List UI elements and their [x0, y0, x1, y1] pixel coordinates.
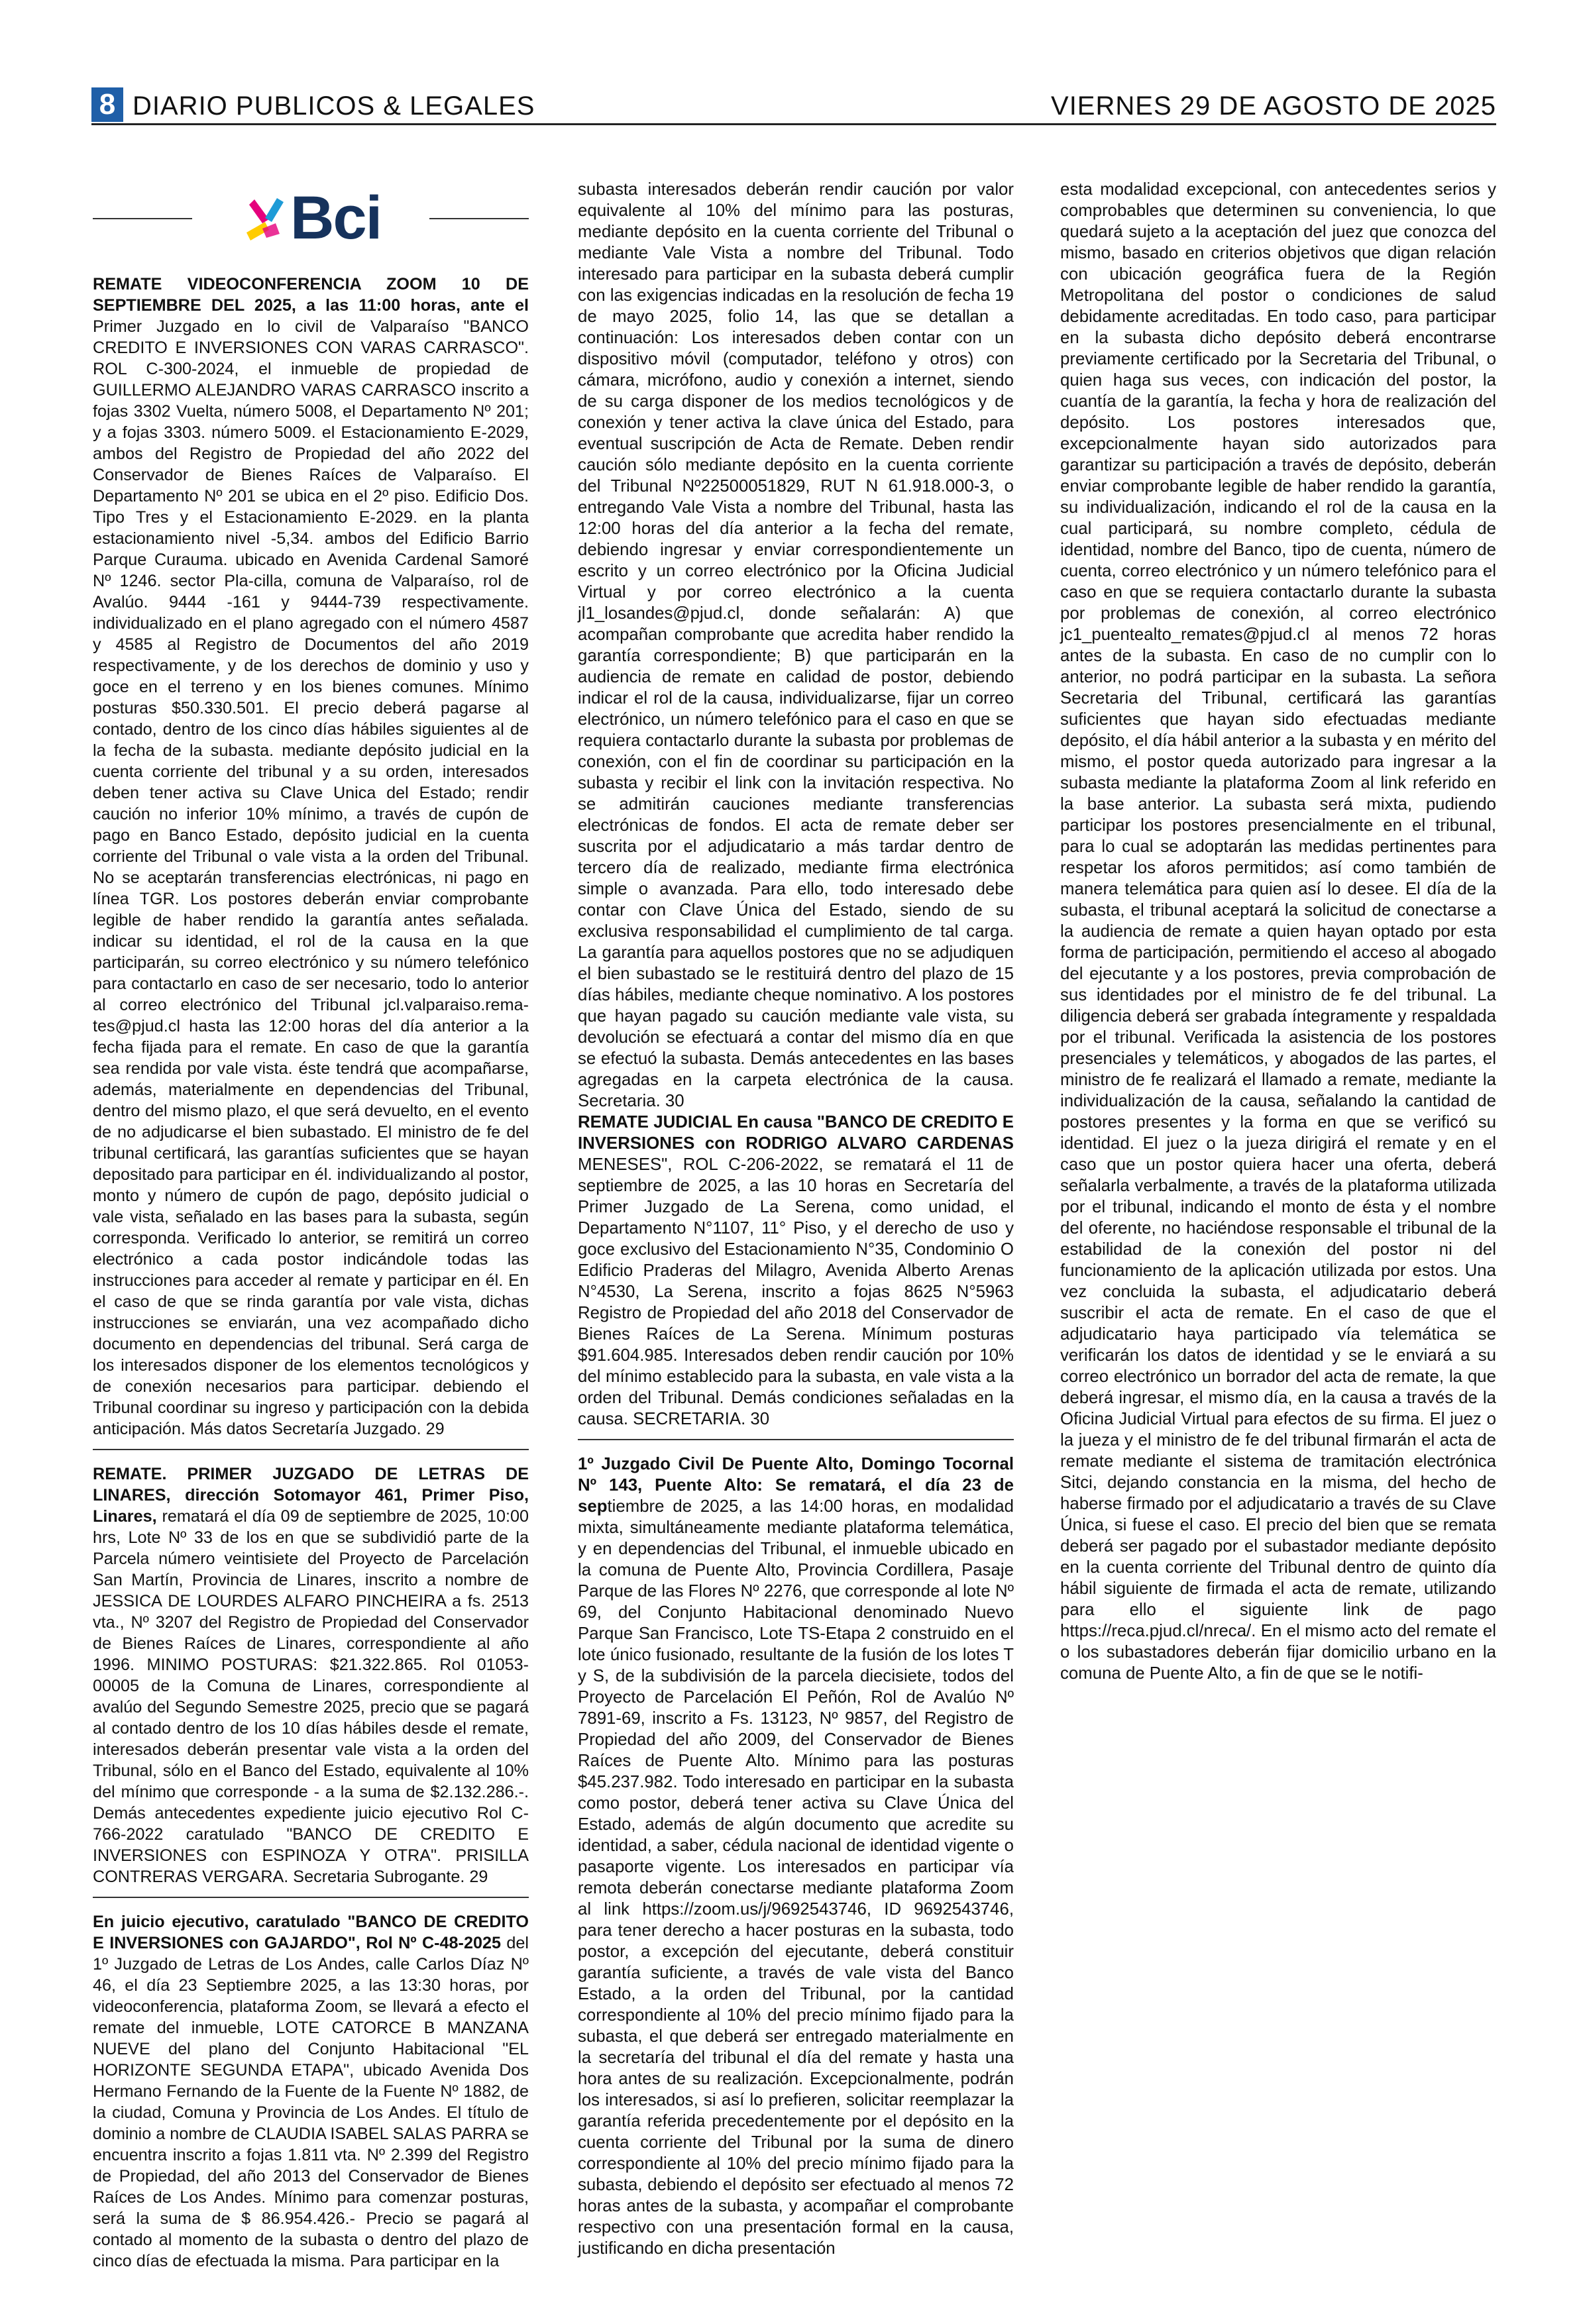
advertiser-logo-row — [93, 184, 529, 268]
notice-remate-valparaiso — [93, 274, 529, 1440]
column-3 — [1060, 179, 1496, 1684]
notice-body: del 1º Juzgado de Letras de Los Andes, calle Carlos Díaz Nº 46, el día 23 Septiembre 2025, a las 13:30 horas, por videoconferencia, plataforma Zoom, se llevará a efecto el remate del inmueble, LOTE CATORCE B MANZANA NUEVE del plano del Conjunto Habitacional "EL HORIZONTE SEGUNDA ETAPA", ubicado Avenida Dos Hermano Fernando de la Fuente de la Fuente Nº 1882, de la ciudad, Comuna y Provincia de Los Andes. El título de dominio a nombre de CLAUDIA ISABEL SALAS PARRA se encuentra inscrito a fojas 1.811 vta. Nº 2.399 del Registro de Propiedad, del año 2013 del Conservador de Bienes Raíces de Los Andes. Mínimo para comenzar posturas, será la suma de $ 86.954.426.- Precio se pagará al contado al momento de la subasta o dentro del plazo de cinco días de efectuada la misma. Para participar en la — [93, 1934, 529, 2270]
notice-lead: REMATE JUDICIAL En causa "BANCO DE CREDITO E INVERSIONES con RODRIGO ALVARO CARDENAS — [578, 1113, 1014, 1153]
notice-lead: En juicio ejecutivo, caratulado "BANCO DE CREDITO E INVERSIONES con GAJARDO", Rol Nº C-48-2025 — [93, 1913, 529, 1952]
notice-separator — [93, 1449, 529, 1450]
header-rule — [91, 123, 1496, 125]
notice-body: rematará el día 09 de septiembre de 2025, 10:00 hrs, Lote Nº 33 de los en que se subdividió parte de la Parcela número veintisiete del Proyecto de Parcelación San Martín, Provincia de Linares, inscrito a nombre de JESSICA DE LOURDES ALFARO PINCHEIRA a fs. 2513 vta., Nº 3207 del Registro de Propiedad del Conservador de Bienes Raíces de Linares, correspondiente al año 1996. MINIMO POSTURAS: $21.322.865. Rol 01053- 00005 de la Comuna de Linares, correspondiente al avalúo del Segundo Semestre 2025, precio que se pagará al contado dentro de los 10 días hábiles desde el remate, interesados deberán presentar vale vista a la orden del Tribunal, sólo en el Banco del Estado, equivalente al 10% del mínimo que corresponde - a la suma de $2.132.286.-. Demás antecedentes expediente juicio ejecutivo Rol C-766-2022 caratulado "BANCO DE CREDITO E INVERSIONES con ESPINOZA Y OTRA". PRISILLA CONTRERAS VERGARA. Secretaria Subrogante. 29 — [93, 1507, 529, 1886]
column-1 — [93, 184, 529, 2272]
page-header — [91, 85, 1496, 122]
notice-lead: REMATE. PRIMER JUZGADO DE LETRAS DE LINARES, dirección Sotomayor 461, Primer Piso, Linares, — [93, 1465, 529, 1526]
bci-logo — [243, 184, 388, 255]
notice-remate-la-serena — [578, 1112, 1014, 1430]
bci-logo-icon — [243, 195, 296, 248]
publication-title: DIARIO PUBLICOS & LEGALES — [133, 91, 535, 121]
notice-body: MENESES", ROL C-206-2022, se rematará el 11 de septiembre de 2025, a las 10 horas en Secretaría del Primer Juzgado de La Serena, como unidad, el Departamento N°1107, 11° Piso, y el derecho de uso y goce exclusivo del Estacionamiento N°35, Condominio O Edificio Praderas del Milagro, Avenida Alberto Arenas N°4530, La Serena, inscrito a fojas 8625 N°5963 Registro de Propiedad del año 2018 del Conservador de Bienes Raíces de La Serena. Mínimum posturas $91.604.985. Interesados deben rendir caución por 10% del mínimo establecido para la subasta, en vale vista a la orden del Tribunal. Demás condiciones señaladas en la causa. SECRETARIA. 30 — [578, 1155, 1014, 1428]
issue-date: VIERNES 29 DE AGOSTO DE 2025 — [1051, 91, 1496, 121]
notice-remate-puente-alto — [578, 1453, 1014, 2259]
notice-remate-los-andes — [93, 1911, 529, 2272]
notice-remate-puente-alto-continued: esta modalidad excepcional, con antecedentes serios y comprobables que determinen su conveniencia, lo que quedará sujeto a la aceptación del juez que conozca del mismo, basado en criterios objetivos que digan relación con ubicación geográfica fuera de la Región Metropolitana del postor o condiciones de salud debidamente acreditadas. En todo caso, para participar en la subasta dicho depósito deberá encontrarse previamente certificado por la Secretaria del Tribunal, o quien haga sus veces, con indicación del postor, la cuantía de la garantía, la fecha y hora de realización del depósito. Los postores interesados que, excepcionalmente hayan sido autorizados para garantizar su participación a través de depósito, deberán enviar comprobante legible de haber rendido la garantía, su individualización, indicando el rol de la causa en la cual participará, su nombre completo, cédula de identidad, nombre del Banco, tipo de cuenta, número de cuenta, correo electrónico y un número telefónico para el caso en que se requiera contactarlo durante la subasta por problemas de conexión, al correo electrónico jc1_puentealto_remates@pjud.cl al menos 72 horas antes de la subasta. En caso de no cumplir con lo anterior, no podrá participar en la subasta. La señora Secretaria del Tribunal, certificará las garantías suficientes que hayan sido efectuadas mediante depósito, el día hábil anterior a la subasta y en mérito del mismo, el postor queda autorizado para ingresar a la subasta mediante la plataforma Zoom al link referido en la base anterior. La subasta será mixta, pudiendo participar los postores presencialmente en el tribunal, para lo cual se adoptarán las medidas pertinentes para respetar los aforos permitidos; así como también de manera telemática para quien así lo desee. El día de la subasta, el tribunal aceptará la solicitud de conectarse a la audiencia de remate a quien hayan optado por esta forma de participación, permitiendo el acceso al abogado del ejecutante y a los postores, previa comprobación de sus identidades por el ministro de fe del tribunal. La diligencia deberá ser grabada íntegramente y respaldada por el tribunal. Verificada la asistencia de los postores presenciales y telemáticos, y abogados de las partes, el ministro de fe realizará el llamado a remate, mediante la individualización de la causa, señalando la cantidad de postores presentes y la forma en que se verificó su identidad. El juez o la jueza dirigirá el remate y en el caso que un postor quiera hacer una oferta, deberá señalarla verbalmente, a través de la plataforma utilizada por el tribunal, indicando el monto de ésta y el nombre del oferente, no haciéndose responsable el tribunal de la estabilidad de la conexión del postor ni del funcionamiento de la aplicación utilizada por estos. Una vez concluida la subasta, el adjudicatario deberá suscribir el acta de remate. En el caso de que el adjudicatario haya participado vía telemática se verificarán los datos de identidad y se le enviará a su correo electrónico un borrador del acta de remate, la que deberá ingresar, el mismo día, en la causa a través de la Oficina Judicial Virtual para efectos de su firma. El juez o la jueza y el ministro de fe del tribunal firmarán el acta de remate mediante el sistema de tramitación electrónica Sitci, dejando constancia en la misma, del hecho de haberse firmado por el adjudicatario a través de su Clave Única, si fuese el caso. El precio del bien que se remata deberá ser pagado por el subastador mediante depósito en la cuenta corriente del Tribunal dentro de quinto día hábil siguiente de firmada el acta de remate, utilizando para ello el siguiente link de pago https://reca.pjud.cl/nreca/. En el mismo acto del remate el o los subastadores deberán fijar domicilio urbano en la comuna de Puente Alto, a fin de que se le notifi- — [1060, 180, 1496, 1683]
notice-lead: REMATE VIDEOCONFERENCIA ZOOM 10 DE SEPTIEMBRE DEL 2025, a las 11:00 horas, ante el — [93, 275, 529, 315]
notice-remate-linares — [93, 1463, 529, 1887]
notice-remate-los-andes-continued: subasta interesados deberán rendir caución por valor equivalente al 10% del mínimo para las posturas, mediante depósito en la cuenta corriente del Tribunal o mediante Vale Vista a nombre del Tribunal. Todo interesado para participar en la subasta deberá cumplir con las exigencias indicadas en la resolución de fecha 19 de mayo 2025, folio 14, las que se detallan a continuación: Los interesados deben contar con un dispositivo móvil (computador, teléfono y otros) con cámara, micrófono, audio y conexión a internet, siendo de su carga disponer de los medios tecnológicos y de conexión y tener activa la clave única del Estado, para eventual suscripción de Acta de Remate. Deben rendir caución sólo mediante depósito en la cuenta corriente del Tribunal Nº22500051829, RUT N 61.918.000-3, o entregando Vale Vista a nombre del Tribunal, hasta las 12:00 horas del día anterior a la fecha del remate, debiendo ingresar y enviar correspondientemente un escrito y un correo electrónico por la Oficina Judicial Virtual y por correo electrónico a la cuenta jl1_losandes@pjud.cl, donde señalarán: A) que acompañan comprobante que acredita haber rendido la garantía correspondiente; B) que participarán en la audiencia de remate en calidad de postor, debiendo indicar el rol de la causa, individualizarse, fijar un correo electrónico, un número telefónico para el caso en que se requiera contactarlo durante la subasta por problemas de conexión, con el fin de coordinar su participación en la subasta y recibir el link con la invitación respectiva. No se admitirán cauciones mediante transferencias electrónicas de fondos. El acta de remate deber ser suscrita por el adjudicatario a más tardar dentro de tercero día de realizado, mediante firma electrónica simple o avanzada. Para ello, todo interesado debe contar con Clave Única del Estado, siendo de su exclusiva responsabilidad el cumplimiento de tal carga. La garantía para aquellos postores que no se adjudiquen el bien subastado se le restituirá dentro del plazo de 15 días hábiles, mediante cheque nominativo. A los postores que hayan pagado su caución mediante vale vista, su devolución se efectuará a contar del mismo día en que se efectuó la subasta. Demás antecedentes en las bases agregadas en la carpeta electrónica de la causa. Secretaria. 30 — [578, 180, 1014, 1110]
notice-body: tiembre de 2025, a las 14:00 horas, en modalidad mixta, simultáneamente mediante plataforma telemática, y en dependencias del Tribunal, el inmueble ubicado en la comuna de Puente Alto, Provincia Cordillera, Pasaje Parque de las Flores Nº 2276, que corresponde al lote Nº 69, del Conjunto Habitacional denominado Nuevo Parque San Francisco, Lote TS-Etapa 2 construido en el lote único fusionado, resultante de la fusión de los lotes T y S, de la subdivisión de la parcela diecisiete, todos del Proyecto de Parcelación El Peñón, Rol de Avalúo Nº 7891-69, inscrito a Fs. 13123, Nº 9857, del Registro de Propiedad del año 2009, del Conservador de Bienes Raíces de Puente Alto. Mínimo para las posturas $45.237.982. Todo interesado en participar en la subasta como postor, deberá tener activa su Clave Única del Estado, además de algún documento que acredite su identidad, a saber, cédula nacional de identidad vigente o pasaporte vigente. Los interesados en participar vía remota deberán conectarse mediante plataforma Zoom al link https://zoom.us/j/9692543746, ID 9692543746, para tener derecho a hacer posturas en la subasta, todo postor, a excepción del ejecutante, deberá constituir garantía suficiente, a través de vale vista del Banco Estado, a la orden del Tribunal, por la cantidad correspondiente al 10% del precio mínimo fijado para la subasta, el que deberá ser entregado materialmente en la secretaría del tribunal el día del remate y hasta una hora antes de su realización. Excepcionalmente, podrán los interesados, si así lo prefieren, solicitar reemplazar la garantía referida precedentemente por el depósito en la cuenta corriente del Tribunal por la suma de dinero correspondiente al 10% del precio mínimo fijado para la subasta, debiendo el depósito ser efectuado al menos 72 horas antes de la subasta, y acompañar el comprobante respectivo con una presentación formal en la causa, justificando en dicha presentación — [578, 1497, 1014, 2258]
notice-body: Primer Juzgado en lo civil de Valparaíso "BANCO CREDITO E INVERSIONES CON VARAS CARRASCO". ROL C-300-2024, el inmueble de propiedad de GUILLERMO ALEJANDRO VARAS CARRASCO inscrito a fojas 3302 Vuelta, número 5008, el Departamento Nº 201; y a fojas 3303. número 5009. el Estacionamiento E-2029, ambos del Registro de Propiedad del año 2022 del Conservador de Bienes Raíces de Valparaíso. El Departamento Nº 201 se ubica en el 2º piso. Edificio Dos. Tipo Tres y el Estacionamiento E-2029. en la planta estacionamiento nivel -5,34. ambos del Edificio Barrio Parque Curauma. ubicado en Avenida Cardenal Samoré Nº 1246. sector Pla-cilla, comuna de Valparaíso, rol de Avalúo. 9444 -161 y 9444-739 respectivamente. individualizado en el plano agregado con el número 4587 y 4585 al Registro de Documentos del año 2019 respectivamente, y de los derechos de dominio y uso y goce en el terreno y en los bienes comunes. Mínimo posturas $50.330.501. El precio deberá pagarse al contado, dentro de los cinco días hábiles siguientes al de la fecha de la subasta. mediante depósito judicial en la cuenta corriente del tribunal y a su orden, interesados deben tener activa su Clave Unica del Estado; rendir caución no inferior 10% mínimo, a través de cupón de pago en Banco Estado, depósito judicial en la cuenta corriente del Tribunal o vale vista a la orden del Tribunal. No se aceptarán transferencias electrónicas, ni pago en línea TGR. Los postores deberán enviar comprobante legible de haber rendido la garantía antes señalada. indicar su identidad, el rol de la causa en la que participarán, su correo electrónico y su número telefónico para contactarlo en caso de ser necesario, todo lo anterior al correo electrónico del Tribunal jcl.valparaiso.rema-tes@pjud.cl hasta las 12:00 horas del día anterior a la fecha fijada para el remate. En caso de que la garantía sea rendida por vale vista. éste tendrá que acompañarse, además, materialmente en dependencias del Tribunal, dentro del mismo plazo, el que será devuelto, en el evento de no adjudicarse el bien subastado. El ministro de fe del tribunal certificará, las garantías suficientes que se hayan depositado para participar en él. individualizando al postor, monto y número de cupón de pago, depósito judicial o vale vista, señalado en las bases para la subasta, según corresponda. Verificado lo anterior, se remitirá un correo electrónico a cada postor indicándole todas las instrucciones para acceder al remate y participar en él. En el caso de que se rinda garantía por vale vista, dichas instrucciones se enviarán, una vez acompañado dicho documento en dependencias del tribunal. Será carga de los interesados disponer de los elementos tecnológicos y de conexión necesarios para participar. debiendo el Tribunal coordinar su ingreso y participación con la debida anticipación. Más datos Secretaría Juzgado. 29 — [93, 317, 529, 1438]
logo-divider-left — [93, 218, 192, 219]
notice-separator — [93, 1897, 529, 1898]
logo-divider-right — [429, 218, 529, 219]
column-2 — [578, 179, 1014, 2259]
page-number: 8 — [91, 87, 123, 122]
bci-logo-text: Bci — [290, 184, 382, 252]
notice-separator — [578, 1439, 1014, 1440]
notice-lead: 1º Juzgado Civil De Puente Alto, Domingo Tocornal Nº 143, Puente Alto: Se rematará, el día 23 de sep — [578, 1455, 1014, 1516]
